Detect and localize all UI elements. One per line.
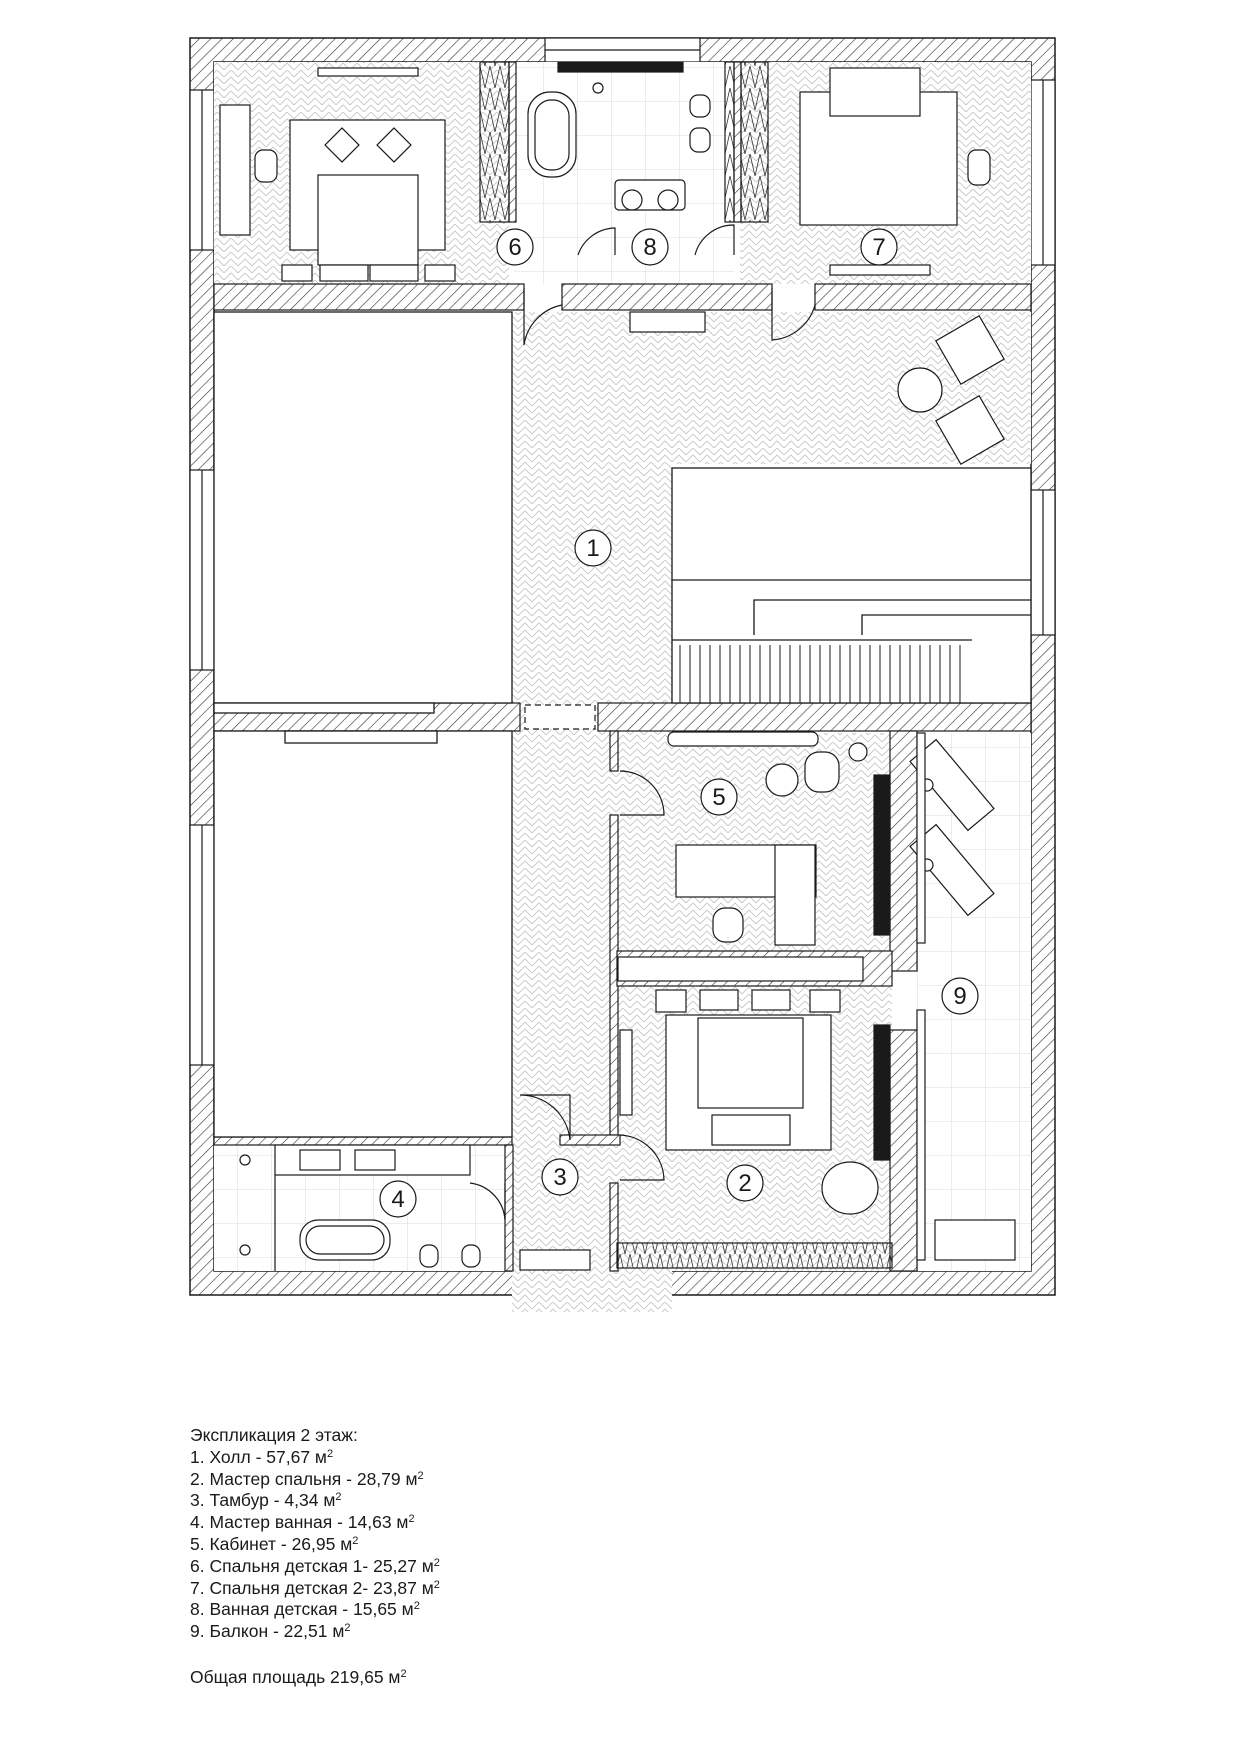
svg-text:2: 2: [738, 1170, 752, 1197]
legend-item: 2. Мастер спальня - 28,79 $м^2$: [190, 1468, 424, 1489]
svg-text:6: 6: [508, 234, 522, 261]
svg-text:7: 7: [872, 234, 886, 261]
legend-item: 9. Балкон - 22,51 $м^2$: [190, 1621, 351, 1642]
svg-text:5: 5: [712, 784, 726, 811]
svg-text:8: 8: [643, 234, 657, 261]
legend-item: 5. Кабинет - 26,95 $м^2$: [190, 1533, 359, 1554]
room-label-7: [861, 229, 897, 265]
total-area-text: Общая площадь 219,65 м: [190, 1667, 401, 1687]
svg-text:1: 1: [586, 535, 600, 562]
legend-title: Экспликация 2 этаж:: [190, 1425, 358, 1445]
legend-item: 7. Спальня детская 2- 23,87 $м^2$: [190, 1577, 440, 1598]
room-label-4: [380, 1181, 416, 1217]
room-label-9: [942, 978, 978, 1014]
svg-text:3: 3: [553, 1164, 567, 1191]
legend-item: 8. Ванная детская - 15,65 $м^2$: [190, 1599, 420, 1620]
legend-item: 1. Холл - 57,67 $м^2$: [190, 1446, 334, 1467]
svg-text:9: 9: [953, 983, 967, 1010]
legend-item: 4. Мастер ванная - 14,63 $м^2$: [190, 1512, 415, 1533]
room-legend: [190, 1425, 440, 1643]
legend-item: 3. Тамбур - 4,34 $м^2$: [190, 1490, 342, 1511]
room-label-2: [727, 1165, 763, 1201]
svg-text:4: 4: [391, 1186, 405, 1213]
room-label-8: [632, 229, 668, 265]
total-area-unit: 2: [400, 1668, 407, 1680]
room-label-1: [575, 530, 611, 566]
room-label-3: [542, 1159, 578, 1195]
legend-item: 6. Спальня детская 1- 25,27 $м^2$: [190, 1555, 440, 1576]
room-label-6: [497, 229, 533, 265]
room-label-5: [701, 779, 737, 815]
total-area: [190, 1667, 407, 1688]
